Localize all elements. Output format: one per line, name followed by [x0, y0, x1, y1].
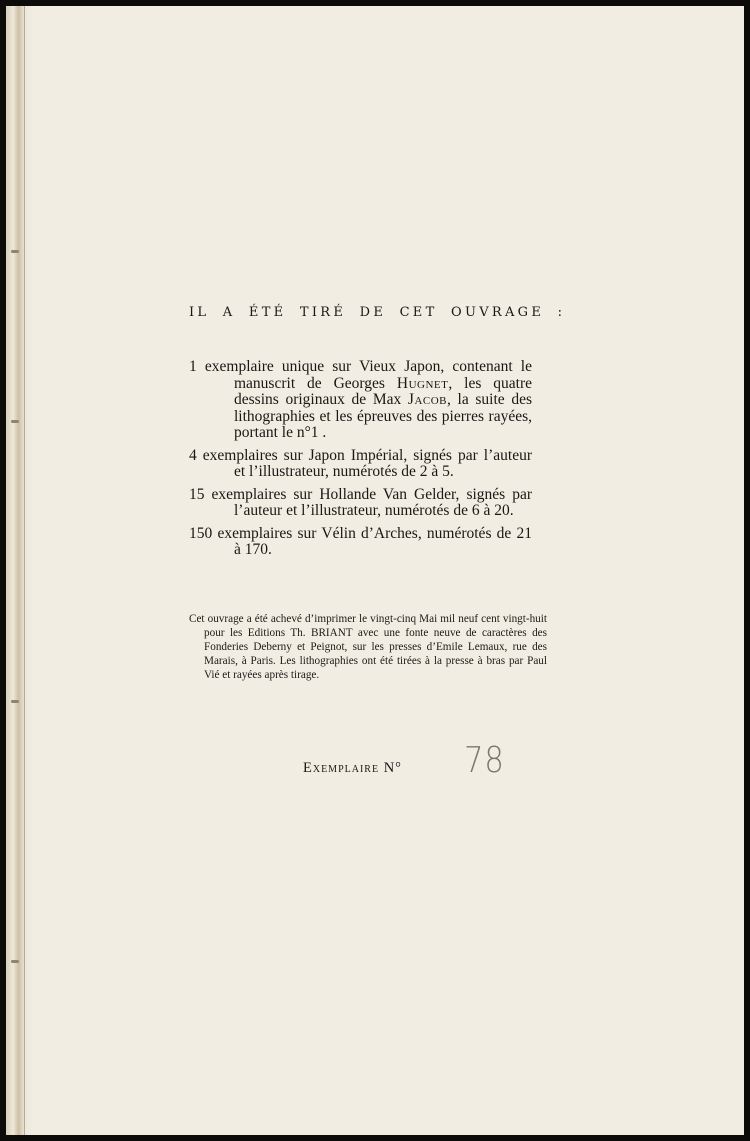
binding-stitch: [11, 420, 19, 423]
book-page: [6, 6, 744, 1135]
entry-text: 1 exemplaire unique sur Vieux Japon, contenant le manuscrit de Georges: [189, 358, 532, 392]
handwritten-copy-number: 78: [464, 740, 505, 781]
edition-entry: [189, 359, 532, 442]
edition-entry: 15 exemplaires sur Hollande Van Gelder, signés par l’auteur et l’illustrateur, numérotés de 6 à 20.: [189, 485, 532, 519]
binding-stitch: [11, 960, 19, 963]
edition-entry: 4 exemplaires sur Japon Impérial, signés par l’auteur et l’illustrateur, numérotés de 2 à 5.: [189, 446, 532, 480]
book-binding-edge: [6, 6, 25, 1135]
illustrator-name: Jacob: [407, 391, 447, 408]
author-name: Hugnet: [396, 374, 449, 392]
edition-list: [189, 359, 532, 559]
entry-text: , les quatre dessins originaux de Max: [234, 374, 532, 408]
binding-stitch: [11, 250, 19, 253]
edition-entry: 150 exemplaires sur Vélin d’Arches, numérotés de 21 à 170.: [189, 524, 532, 558]
binding-stitch: [11, 700, 19, 703]
entry-text: , la suite des lithographies et les épreuves des pierres rayées, portant le n°1 .: [234, 391, 532, 441]
exemplaire-label: Exemplaire N°: [303, 760, 402, 776]
colophon: Cet ouvrage a été achevé d’imprimer le vingt-cinq Mai mil neuf cent vingt-huit pour les Editions Th. BRIANT avec une fonte neuve de caractères des Fonderies Deberny et Peignot, sur les presses d’Emile Lemaux, rue des Marais, à Paris. Les lithographies ont été tirées à la presse à bras par Paul Vié et rayées après tirage.: [189, 613, 547, 681]
page-heading: IL A ÉTÉ TIRÉ DE CET OUVRAGE :: [189, 305, 566, 320]
